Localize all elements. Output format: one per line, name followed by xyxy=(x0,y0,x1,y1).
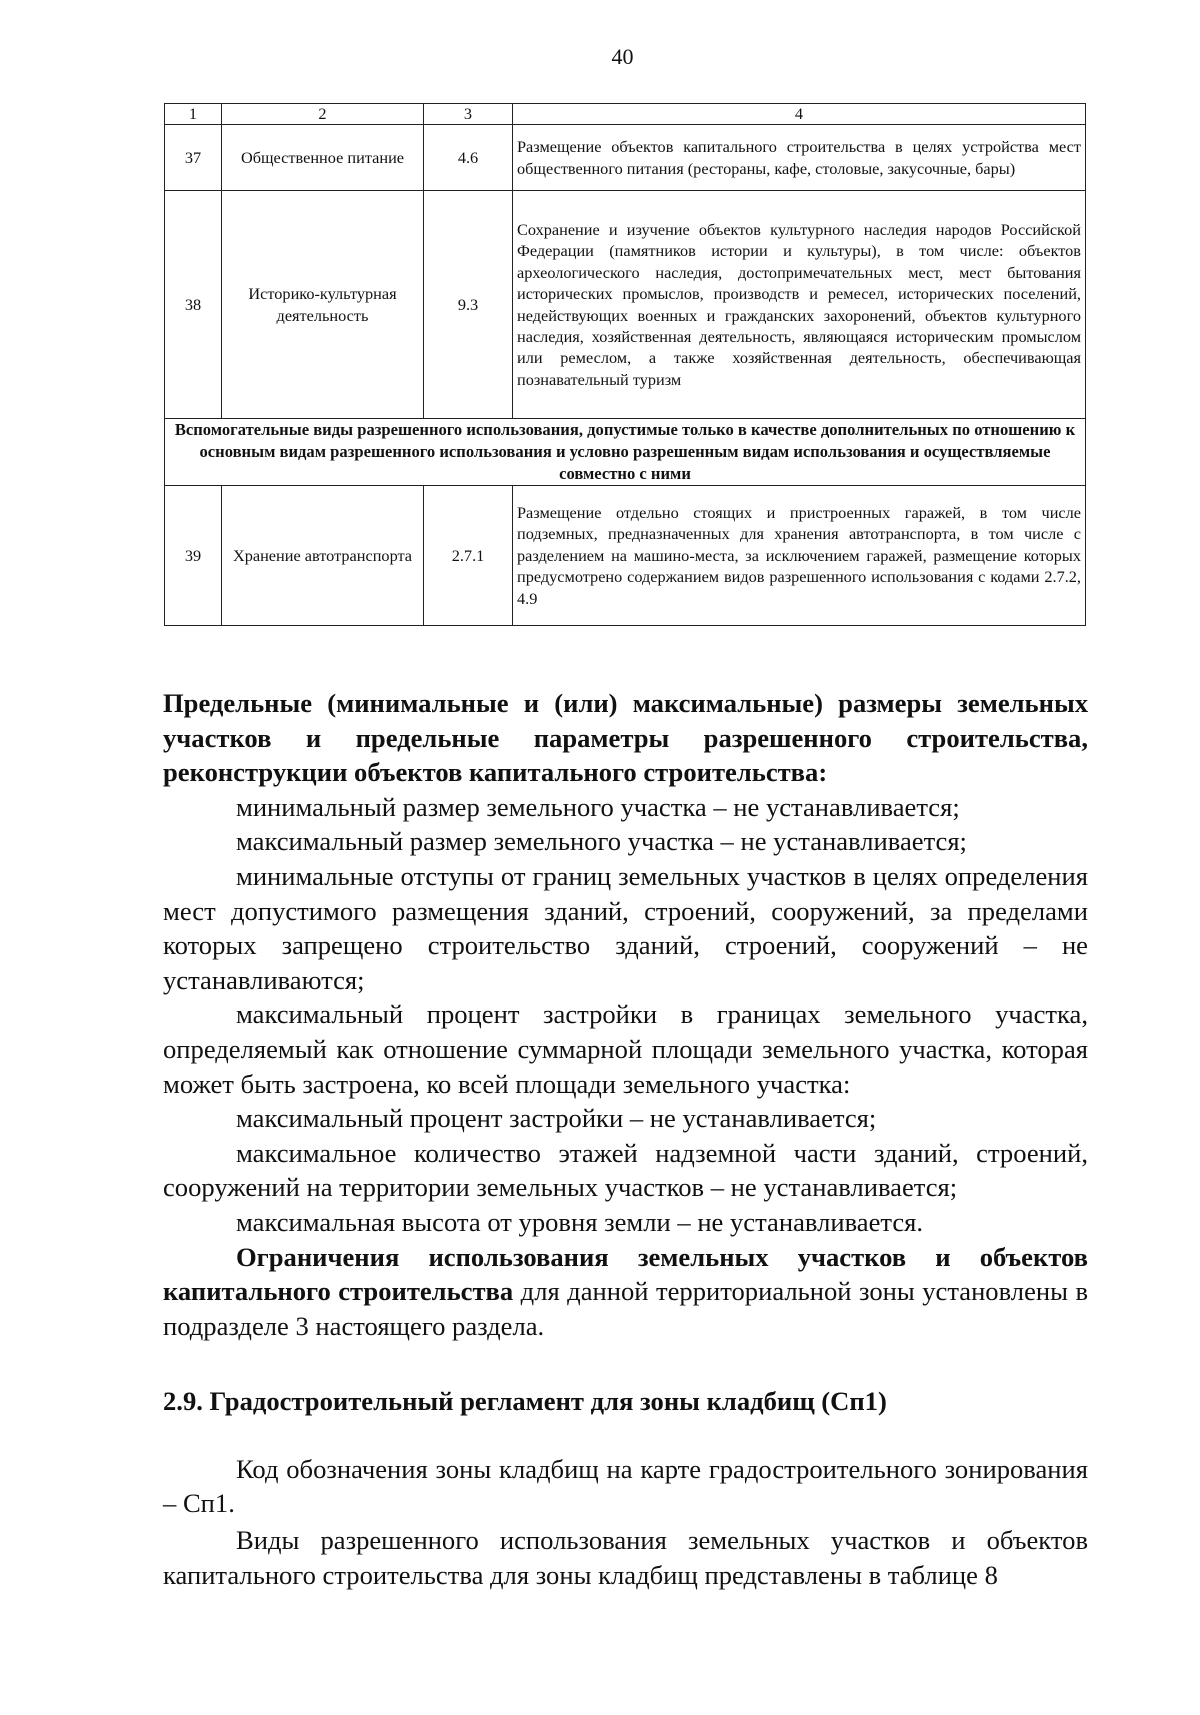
limits-item: максимальный процент застройки в границах земельного участка, определяемый как отношение суммарной площади земельного участка, которая может быть застроена, ко всей площади земельного участка: xyxy=(163,999,1088,1099)
use-type-code: 2.7.1 xyxy=(424,486,513,626)
table-row xyxy=(165,191,1086,419)
use-type-name: Общественное питание xyxy=(222,125,424,191)
use-type-code: 9.3 xyxy=(424,191,513,419)
use-type-name: Хранение автотранспорта xyxy=(222,486,424,626)
auxiliary-uses-header: Вспомогательные виды разрешенного использования, допустимые только в качестве дополнительных по отношению к основным видам разрешенного использования и условно разрешенным видам использования и осуществляемые совместно с ними xyxy=(165,419,1086,486)
table-row xyxy=(165,125,1086,191)
table-header-row xyxy=(165,104,1086,125)
table-row xyxy=(165,486,1086,626)
limits-item: минимальные отступы от границ земельных участков в целях определения мест допустимого размещения зданий, строений, сооружений, за пределами которых запрещено строительство зданий, строений, сооружений – не устанавливаются; xyxy=(163,860,1088,995)
use-type-code: 4.6 xyxy=(424,125,513,191)
document-body xyxy=(163,686,1088,1592)
limits-item: минимальный размер земельного участка – не устанавливается; xyxy=(236,791,960,822)
use-type-description: Размещение объектов капитального строительства в целях устройства мест общественного питания (рестораны, кафе, столовые, закусочные, бары) xyxy=(513,125,1086,191)
row-number: 37 xyxy=(165,125,222,191)
limits-item: максимальное количество этажей надземной части зданий, строений, сооружений на территории земельных участков – не устанавливается; xyxy=(163,1137,1088,1203)
section-paragraph: Виды разрешенного использования земельных участков и объектов капитального строительства для зоны кладбищ представлены в таблице 8 xyxy=(163,1525,1088,1590)
limits-item: максимальный процент застройки – не устанавливается; xyxy=(236,1103,877,1134)
permitted-use-table xyxy=(164,103,1086,626)
limits-item: максимальный размер земельного участка – не устанавливается; xyxy=(236,826,967,857)
auxiliary-uses-header-row xyxy=(165,419,1086,486)
restrictions-paragraph xyxy=(163,1240,1088,1344)
limits-title: Предельные (минимальные и (или) максимальные) размеры земельных участков и предельные параметры разрешенного строительства, реконструкции объектов капитального строительства: xyxy=(163,688,1088,788)
column-header-2: 2 xyxy=(222,104,424,125)
page-number: 40 xyxy=(611,44,634,69)
use-type-description: Размещение отдельно стоящих и пристроенных гаражей, в том числе подземных, предназначенных для хранения автотранспорта, в том числе с разделением на машино-места, за исключением гаражей, размещение которых предусмотрено содержанием видов разрешенного использования с кодами 2.7.2, 4.9 xyxy=(513,486,1086,626)
limits-item: максимальная высота от уровня земли – не устанавливается. xyxy=(236,1206,924,1237)
restrictions-bold: Ограничения использования земельных участков и объектов капитального строительства xyxy=(163,1241,1088,1307)
restrictions-rest: для данной территориальной зоны установлены в подразделе 3 настоящего раздела. xyxy=(163,1276,1089,1341)
row-number: 39 xyxy=(165,486,222,626)
column-header-4: 4 xyxy=(513,104,1086,125)
column-header-3: 3 xyxy=(424,104,513,125)
section-heading: 2.9. Градостроительный регламент для зоны кладбищ (Сп1) xyxy=(163,1386,887,1417)
column-header-1: 1 xyxy=(165,104,222,125)
use-type-name: Историко-культурная деятельность xyxy=(222,191,424,419)
use-type-description: Сохранение и изучение объектов культурного наследия народов Российской Федерации (памятников истории и культуры), в том числе: объектов археологического наследия, достопримечательных мест, мест бытования исторических промыслов, производств и ремесел, исторических поселений, недействующих военных и гражданских захоронений, объектов культурного наследия, хозяйственная деятельность, являющаяся историческим промыслом или ремеслом, а также хозяйственная деятельность, обеспечивающая познавательный туризм xyxy=(513,191,1086,419)
section-paragraph: Код обозначения зоны кладбищ на карте градостроительного зонирования – Сп1. xyxy=(163,1453,1088,1519)
row-number: 38 xyxy=(165,191,222,419)
